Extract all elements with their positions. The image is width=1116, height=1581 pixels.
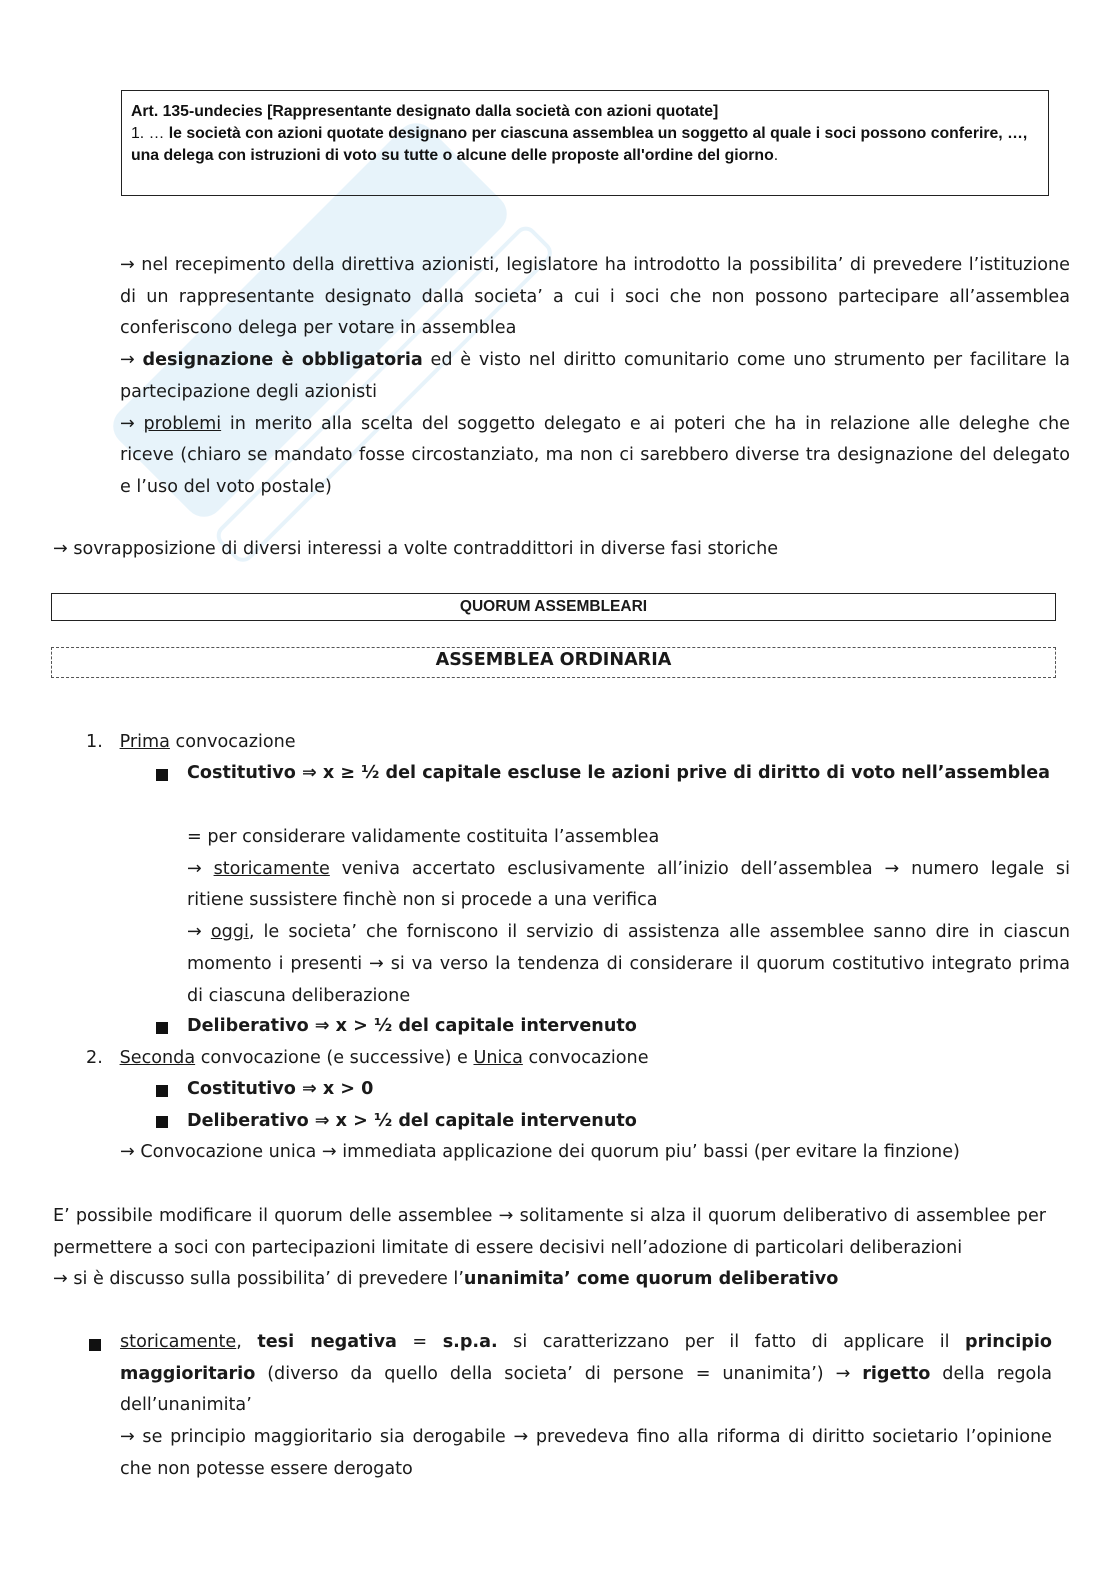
bullet-square-icon [89,1339,101,1351]
law-text: le società con azioni quotate designano per ciascuna assemblea un soggetto al quale i soci possono conferire, …, una delega con istruzioni di voto su tutte o alcune delle proposte all'ordine del giorno [131,124,1028,164]
law-article-box [121,90,1049,196]
note-1: → nel recepimento della direttiva azionisti, legislatore ha introdotto la possibilita’ di prevedere l’istituzione di un rappresentante designato dalla societa’ a cui i soci che non possono partecipare all’assemblea conferiscono delega per votare in assemblea [120,255,1070,339]
closing-bullet: storicamente, tesi negativa = s.p.a. si caratterizzano per il fatto di applicare il principio maggioritario (diverso da quello della societa’ di persone = unanimita’) → rigetto della regola dell’unanimita’ → se principio maggioritario sia derogabile → prevedeva fino alla riforma di diritto societario l’opinione che non potesse essere derogato [120,1332,1052,1479]
notes-block [120,250,1070,504]
section-title: QUORUM ASSEMBLEARI [51,593,1056,621]
list-item-2: 2. Seconda convocazione (e successive) e Unica convocazione [86,1048,649,1068]
bullet-square-icon [156,769,168,781]
law-heading: Art. 135-undecies [Rappresentante designato dalla società con azioni quotate] [131,103,719,120]
deliberativo-2: Deliberativo ⇒ x > ½ del capitale intervenuto [187,1111,637,1131]
note-3-underline: problemi [143,413,222,434]
bullet-square-icon [156,1022,168,1034]
note-3: → problemi in merito alla scelta del soggetto delegato e ai poteri che ha in relazione alle deleghe che riceve (chiaro se mandato fosse circostanziato, ma non ci sarebbero diverse tra designazione del delegato e l’uso del voto postale) [120,413,1070,497]
note-2: → designazione è obbligatoria ed è visto nel diritto comunitario come uno strumento per facilitare la partecipazione degli azionisti [120,350,1070,402]
closing-p2: → si è discusso sulla possibilita’ di prevedere l’unanimita’ come quorum deliberativo [53,1269,839,1290]
bullet-square-icon [156,1085,168,1097]
closing-p1: E’ possibile modificare il quorum delle assemblee → solitamente si alza il quorum deliberativo di assemblee per permettere a soci con partecipazioni limitate di essere decisivi nell’adozione di particolari deliberazioni [53,1206,1046,1258]
costitutivo-2: Costitutivo ⇒ x > 0 [187,1079,374,1099]
law-number: 1. … [131,124,165,142]
costitutivo-1-detail: = per considerare validamente costituita l’assemblea → storicamente veniva accertato esclusivamente all’inizio dell’assemblea → numero legale si ritiene sussistere finchè non si procede a una verifica → oggi, le societa’ che forniscono il servizio di assistenza alle assemblee sanno dire in ciascun momento i presenti → si va verso la tendenza di considerare il quorum costitutivo integrato prima di ciascuna deliberazione [187,827,1070,1006]
bullet-square-icon [156,1116,168,1128]
subsection-title: ASSEMBLEA ORDINARIA [51,647,1056,678]
costitutivo-1: Costitutivo ⇒ x ≥ ½ del capitale escluse le azioni prive di diritto di voto nell’assemblea [187,763,1050,783]
law-end: . [773,146,779,164]
law-body [131,123,1038,167]
note-2-bold: designazione è obbligatoria [142,350,423,371]
convocazione-unica-note: → Convocazione unica → immediata applicazione dei quorum piu’ bassi (per evitare la finzione) [120,1142,960,1162]
list-item-1: 1. Prima convocazione [86,732,296,752]
deliberativo-1: Deliberativo ⇒ x > ½ del capitale intervenuto [187,1016,637,1036]
note-4: → sovrapposizione di diversi interessi a volte contraddittori in diverse fasi storiche [53,539,779,559]
closing-block [53,1201,1046,1296]
